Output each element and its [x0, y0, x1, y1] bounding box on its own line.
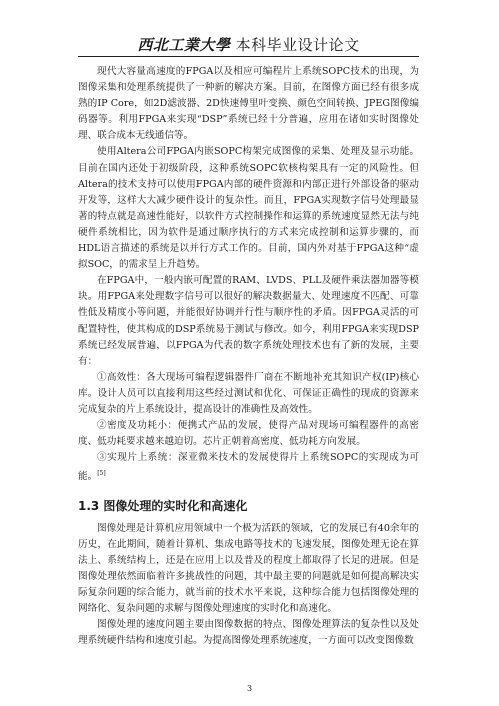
paragraph: 图像处理是计算机应用领域中一个极为活跃的领域，它的发展已有40余年的历史，在此期间，随着计算机、集成电路等技术的飞速发展，图像处理无论在算法上、系统结构上，还是在应用上以及普及的程度上都取得了长足的进展。但是图像处理依然面临着许多挑战性的问题，其中最主要的问题就是如何提高解决实际复杂问题的综合能力，就当前的技术水平来说，这种综合能力包括图像处理的网络化、复杂问题的求解与图像处理速度的实时化和高速化。: [78, 522, 419, 615]
list-item-text: ③实现片上系统：深亚微米技术的发展使得片上系统SOPC的实现成为可能。: [78, 452, 419, 483]
list-item-soc: [78, 450, 419, 485]
header-divider: [78, 56, 419, 57]
section-heading: 1.3 图像处理的实时化和高速化: [78, 498, 248, 513]
page-number: 3: [246, 684, 253, 693]
university-name: 西北工業大學: [137, 36, 231, 54]
list-item-efficiency: ①高效性：各大现场可编程逻辑器件厂商在不断地补充其知识产权(IP)核心库。设计人员可以直接利用这些经过测试和优化、可保证正确性的现成的资源来完成复杂的片上系统设计，提高设计的准确性及高效性。: [78, 371, 419, 415]
body-text: [78, 64, 419, 649]
paragraph: 现代大容量高速度的FPGA以及相应可编程片上系统SOPC技术的出现，为图像采集和处理系统提供了一种新的解决方案。目前，在图像方面已经有很多成熟的IP Core，如2D滤波器、2D快速傅里叶变换、颜色空间转换、JPEG图像编码器等。利用FPGA来实现“DSP”系统已经十分普遍，应用在诸如实时图像处理、联合成本无线通信等。: [78, 66, 419, 142]
header-title: 本科毕业设计论文: [235, 36, 360, 54]
page-header: [78, 34, 419, 54]
paragraph: 在FPGA中，一般内嵌可配置的RAM、LVDS、PLL及硬件乘法器加器等模块。用FPGA来处理数字信号可以很好的解决数据量大、处理速度不匹配、可靠性低及精度小等问题，并能很好协调并行性与顺序性的矛盾。因FPGA灵活的可配置特性，使其构成的DSP系统易于测试与修改。如今，利用FPGA来实现DSP系统已经发展普遍，以FPGA为代表的数字系统处理技术也有了新的发展，主要有：: [78, 275, 419, 367]
citation-reference: [5]: [97, 470, 106, 478]
paragraph: 图像处理的速度问题主要由图像数据的特点、图像处理算法的复杂性以及处理系统硬件结构和速度引起。为提高图像处理系统速度，一方面可以改变图像数: [78, 619, 419, 647]
list-item-density-power: ②密度及功耗小：便携式产品的发展，使得产品对现场可编程器件的高密度、低功耗要求越来越迫切。芯片正朝着高密度、低功耗方向发展。: [78, 420, 419, 448]
paragraph: 使用Altera公司FPGA内嵌SOPC构架完成图像的采集、处理及显示功能。目前在国内还处于初级阶段，这种系统SOPC软核构架具有一定的风险性。但Altera的技术支持可以使用FPGA内部的硬件资源和内部正进行外部设备的驱动开发等，这样大大减少硬件设计的复杂性。而且，FPGA实现数字信号处理最显著的特点就是高速性能好，以软件方式控制操作和运算的系统速度显然无法与纯硬件系统相比，因为软件是通过顺序执行的方式来完成控制和运算步骤的，而HDL语言描述的系统是以并行方式工作的。目前，国内外对基于FPGA这种“虚拟SOC，的需求呈上升趋势。: [78, 146, 419, 271]
